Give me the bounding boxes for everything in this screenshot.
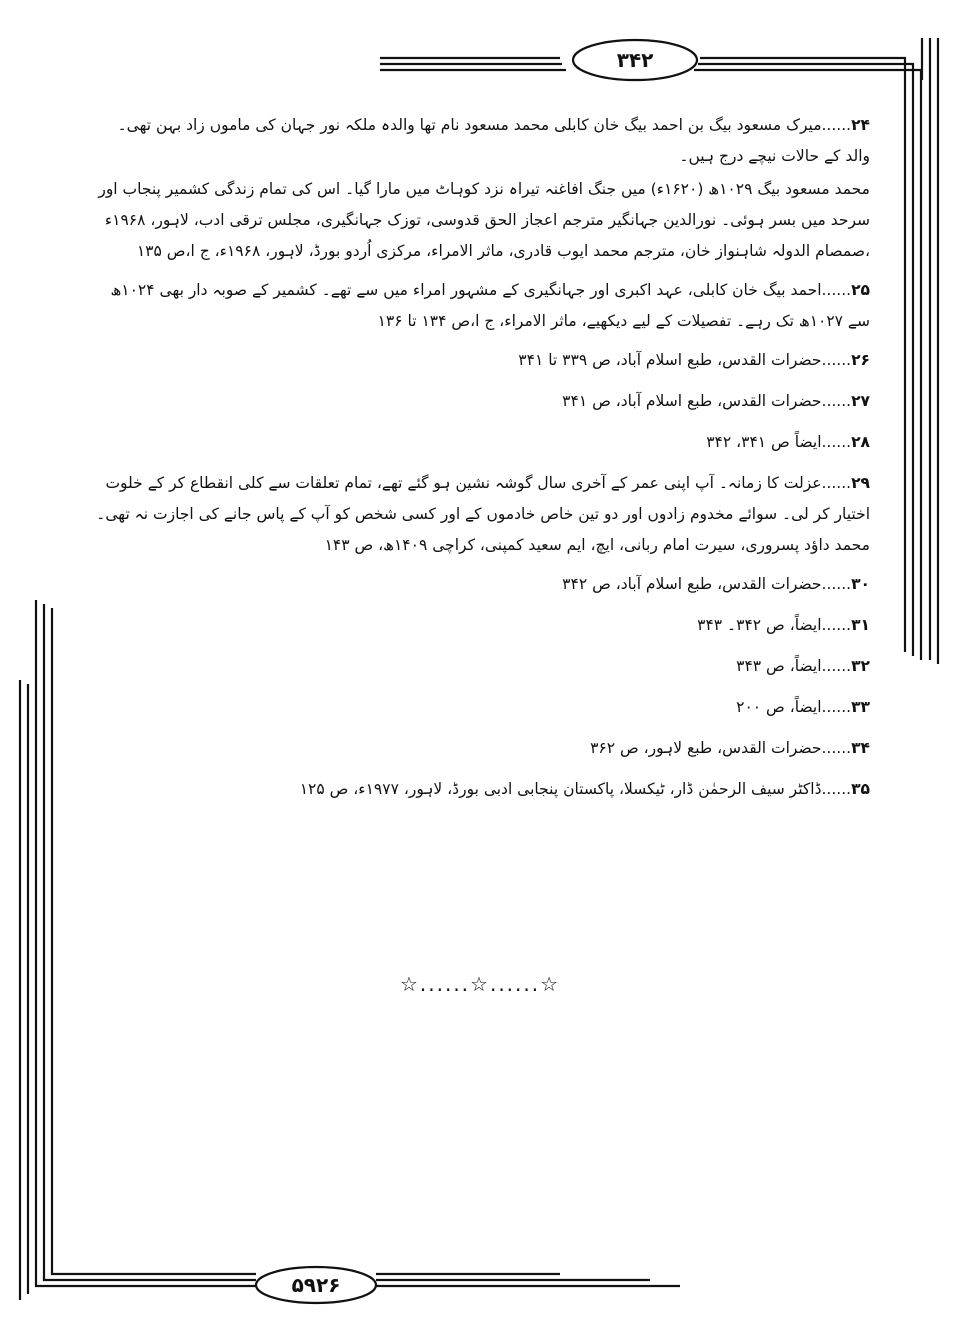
footnote-26 <box>96 345 870 376</box>
footnote-subtext: محمد مسعود بیگ ۱۰۲۹ھ (۱۶۲۰ء) میں جنگ افاغنہ تیراہ نزد کوہاٹ میں مارا گیا۔ اس کی تمام زندگی کشمیر پنجاب اور سرحد میں بسر ہوئی۔ نورالدین جہانگیر مترجم اعجاز الحق قدوسی، توزک جہانگیری، مجلس ترقی ادب، لاہور، ۱۹۶۸ء ،صمصام الدولہ شاہنواز خان، مترجم محمد ایوب قادری، ماثر الامراء، مرکزی اُردو بورڈ، لاہور، ۱۹۶۸ء، ج ا،ص ۱۳۵ <box>98 180 870 260</box>
footnotes-list <box>96 110 870 815</box>
footnote-number: ۲۹ <box>851 474 870 492</box>
footnote-text: ......عزلت کا زمانہ۔ آپ اپنی عمر کے آخری سال گوشہ نشین ہو گئے تھے، تمام تعلقات سے کلی انقطاع کر کے خلوت اختیار کر لی۔ سوائے مخدوم زادوں اور دو تین خاص خادموں کے اور کسی شخص کو آپ کے پاس جانے کی اجازت نہ تھی۔ محمد داؤد پسروری، سیرت امام ربانی، ایچ، ایم سعید کمپنی، کراچی ۱۴۰۹ھ، ص ۱۴۳ <box>96 474 870 554</box>
footnote-25 <box>96 275 870 337</box>
footnote-28 <box>96 427 870 458</box>
footnote-number: ۳۰ <box>851 575 870 593</box>
footnote-number: ۳۵ <box>851 780 870 798</box>
footnote-30 <box>96 569 870 600</box>
footnote-number: ۲۴ <box>851 116 870 134</box>
footnote-number: ۲۸ <box>851 433 870 451</box>
footnote-29 <box>96 468 870 561</box>
footnote-text: ......احمد بیگ خان کابلی، عہد اکبری اور جہانگیری کے مشہور امراء میں سے تھے۔ کشمیر کے صوبہ دار بھی ۱۰۲۴ھ سے ۱۰۲۷ھ تک رہے۔ تفصیلات کے لیے دیکھیے، ماثر الامراء، ج ا،ص ۱۳۴ تا ۱۳۶ <box>110 281 870 330</box>
footnote-number: ۳۴ <box>851 739 870 757</box>
footnote-text: ......میرک مسعود بیگ بن احمد بیگ خان کابلی محمد مسعود نام تھا والدہ ملکہ نور جہان کی ماموں زاد بہن تھی۔ والد کے حالات نیچے درج ہیں۔ <box>117 116 870 165</box>
bottom-page-number: ۵۹۲۶ <box>291 1273 341 1297</box>
top-page-number: ۳۴۲ <box>616 48 654 72</box>
footnote-text: ......حضرات القدس، طبع اسلام آباد، ص ۳۴۲ <box>562 575 852 593</box>
footnote-number: ۳۲ <box>851 657 870 675</box>
footnote-number: ۲۵ <box>851 281 870 299</box>
footnote-number: ۳۱ <box>851 616 870 634</box>
footnote-text: ......حضرات القدس، طبع لاہور، ص ۳۶۲ <box>590 739 852 757</box>
footnote-text: ......ایضاً ص ۳۴۱، ۳۴۲ <box>706 433 852 451</box>
footnote-number: ۲۷ <box>851 392 870 410</box>
footnote-33 <box>96 692 870 723</box>
footnote-text: ......حضرات القدس، طبع اسلام آباد، ص ۳۴۱ <box>562 392 852 410</box>
footnote-number: ۳۳ <box>851 698 870 716</box>
footnote-31 <box>96 610 870 641</box>
footnote-34 <box>96 733 870 764</box>
footnote-number: ۲۶ <box>851 351 870 369</box>
footnote-24 <box>96 110 870 267</box>
footnote-27 <box>96 386 870 417</box>
section-separator: ☆......☆......☆ <box>399 972 561 996</box>
footnote-text: ......حضرات القدس، طبع اسلام آباد، ص ۳۳۹ تا ۳۴۱ <box>518 351 852 369</box>
footnote-text: ......ڈاکٹر سیف الرحمٰن ڈار، ٹیکسلا، پاکستان پنجابی ادبی بورڈ، لاہور، ۱۹۷۷ء، ص ۱۲۵ <box>299 780 852 798</box>
footnote-text: ......ایضاً، ص ۳۴۲۔ ۳۴۳ <box>697 616 852 634</box>
footnote-32 <box>96 651 870 682</box>
footnote-text: ......ایضاً، ص ۲۰۰ <box>736 698 852 716</box>
footnote-text: ......ایضاً، ص ۳۴۳ <box>736 657 852 675</box>
footnote-35 <box>96 774 870 805</box>
